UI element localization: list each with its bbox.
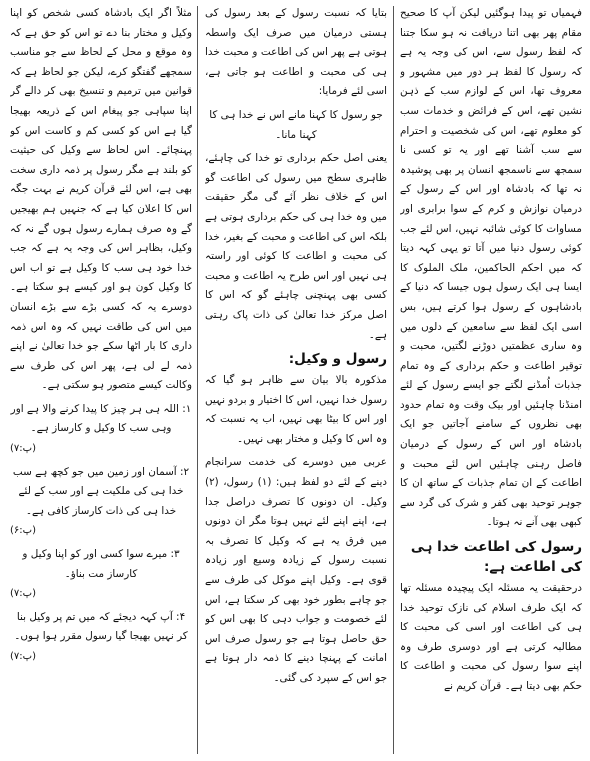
text-column-right	[400, 4, 582, 756]
quoted-verse	[10, 400, 192, 459]
paragraph-text: یعنی اصل حکم برداری تو خدا کی چاہئے، ظاہری سطح میں رسول کی اطاعت گو اس کے خلاف نظر آئے گی مگر حقیقت میں وہ خدا ہی کی حکم برداری ہوتی ہے بلکہ اس کی اطاعت و محبت کے بغیر، خدا کی محبت و اطاعت کا کوئی اور راستہ ہی نہیں اور اس طرح یہ اطاعت و محبت کسی بھی پہنچنی چاہئے گو کہ اس کا اصل مرکز خدا تعالیٰ کی ذات پاک رہتی ہے۔	[205, 152, 387, 341]
column-divider	[197, 6, 198, 754]
body-paragraph	[205, 149, 387, 345]
paragraph-text: رسول کی اطاعت خدا ہی کی اطاعت ہے:	[410, 539, 582, 576]
section-heading	[400, 537, 582, 577]
section-heading	[205, 349, 387, 369]
text-column-middle	[205, 4, 387, 756]
quoted-verse	[205, 106, 387, 145]
quoted-verse	[10, 463, 192, 541]
paragraph-text: عربی میں دوسرے کی خدمت سرانجام دینے کے لئے دو لفظ ہیں: (۱) رسول، (۲) وکیل۔ ان دونوں کا تصرف دراصل جدا ہے، اپنے اپنے لئے نہیں ہوتا مگر ان دونوں میں فرق یہ ہے کہ وکیل کا تصرف بہ نسبت رسول کے زیادہ وسیع اور زیادہ قوی ہے۔ وکیل اپنے موکل کی طرف سے جو چاہے بطور خود بھی کر سکتا ہے، اس لئے خصومت و جواب دہی کا بھی اس کو حق حاصل ہوتا ہے جو رسول صرف اس امانت کے پہنچا دینے کا ذمہ دار ہوتا ہے جو اس کے سپرد کی گئی۔	[205, 456, 387, 684]
paragraph-text: مثلاً اگر ایک بادشاہ کسی شخص کو اپنا وکیل و مختار بنا دے تو اس کو حق ہے کہ وہ موقع و محل کے لحاظ سے جو مناسب سمجھے گفتگو کرے، لیکن جو لحاظ ہے کہ قوانین میں ترمیم و تنسیخ بھی کر دالے گر اپنا سپاہی جو پیغام اس کے ذریعہ بھیجا گیا ہے اس کو کسی کم و کاست اس کو پہنچائے۔ اس لحاظ سے وکیل کی حیثیت کو بلند ہے مگر رسول پر ذمہ داری سخت بھی ہے، اس لئے قرآن کریم نے بہت جگہ اس کا اعلان کیا ہے کہ جنہیں ہم بھیجیں گے وہ صرف ہمارے رسول ہوں گے نہ کہ وکیل، بظاہر اس کی وجہ یہ ہے کہ جب خدا خود ہی سب کا وکیل ہے تو اب اس کا وکیل کون ہو اور کیسے ہو سکتا ہے۔ دوسرے یہ کہ کسی بڑے سے بڑے انسان میں اس کی طاقت نہیں کہ وہ اس ذمہ داری کا بار اٹھا سکے جو خدا تعالیٰ نے اپنے ذمہ لے لی ہے، پھر اس کی طرف سے وکالت کیسے متصور ہو سکتی ہے۔	[10, 7, 192, 392]
column-divider	[393, 6, 394, 754]
paragraph-text: ۱: اللہ ہی ہر چیز کا پیدا کرنے والا ہے اور وہی سب کا وکیل و کارساز ہے۔	[10, 402, 192, 435]
paragraph-text: درحقیقت یہ مسئلہ ایک پیچیدہ مسئلہ تھا کہ ایک طرف اسلام کی نازک توحید خدا ہی کی اطاعت اور اسی کی محبت کا مطالبہ کرتی ہے اور دوسری طرف وہ اپنے سوا رسول کی محبت و اطاعت کا حکم بھی دیتا ہے۔ قرآن کریم نے	[400, 582, 582, 692]
verse-reference: (پ:۷)	[10, 588, 36, 600]
verse-reference: (پ:۶)	[10, 525, 36, 537]
paragraph-text: ۴: آپ کہہ دیجئے کہ میں تم پر وکیل بنا کر نہیں بھیجا گیا رسول مقرر ہوا ہوں۔	[14, 610, 188, 643]
body-paragraph	[400, 579, 582, 697]
body-paragraph	[10, 4, 192, 396]
quoted-verse	[10, 608, 192, 667]
paragraph-text: رسول و وکیل:	[288, 351, 387, 368]
body-paragraph	[205, 371, 387, 449]
paragraph-text: بتایا کہ نسبت رسول کے بعد رسول کی ہستی درمیان میں صرف ایک واسطہ ہوتی ہے پھر اس کی اطاعت و محبت خدا ہی کی محبت و اطاعت ہو جاتی ہے، اسی لئے فرمایا:	[205, 7, 387, 98]
verse-reference: (پ:۷)	[10, 651, 36, 662]
paragraph-text: ۲: آسمان اور زمین میں جو کچھ ہے سب خدا ہی کی ملکیت ہے اور سب کے لئے خدا ہی کی ذات کارساز کافی ہے۔	[12, 465, 190, 517]
body-paragraph	[400, 4, 582, 533]
paragraph-text: مذکورہ بالا بیان سے ظاہر ہو گیا کہ رسول خدا نہیں، اس کا اختیار و بردو نہیں اور اس کا بیٹا بھی نہیں، اب یہ نسبت کہ وہ اس کا وکیل و مختار بھی نہیں۔	[205, 374, 387, 445]
verse-reference: (پ:۷)	[10, 443, 36, 455]
body-paragraph	[205, 4, 387, 102]
paragraph-text: ۳: میرے سوا کسی اور کو اپنا وکیل و کارساز مت بناؤ۔	[22, 548, 180, 580]
quoted-verse	[10, 545, 192, 604]
text-column-left	[10, 4, 192, 756]
paragraph-text: جو رسول کا کہنا مانے اس نے خدا ہی کا کہنا مانا۔	[209, 108, 383, 141]
body-paragraph	[205, 453, 387, 688]
paragraph-text: فہمیاں تو پیدا ہوگئیں لیکن آپ کا صحیح مقام پھر بھی اتنا دریافت نہ ہو سکا جتنا کہ لفظ رسول سے، اس کی وجہ یہ ہے کہ رسول کا لفظ ہر دور میں مشہور و معروف تھا، اس کے لوازم سب کے ذہن نشین تھے، اس کے فرائض و خدمات سب کو معلوم تھے، اس کی شخصیت و احترام سے سب آشنا تھے اور یہ تو کسی نا سمجھ سے ناسمجھ انسان پر بھی پوشیدہ نہ تھا کہ بادشاہ اور اس کے رسول کے درمیان نوازش و کرم کے سوا برابری اور مساوات کا کوئی شائبہ نہیں، اس لئے جب کوئی رسول دنیا میں آتا تو یہی کہہ دیتا کہ میں احکم الحاکمین، ملک الملوک کا ایسا ہی ایک رسول ہوں جیسا کہ دنیا کے بادشاہوں کے رسول ہوا کرتے ہیں، بس اسی ایک لفظ سے سامعین کے دلوں میں وہ ساری عظمتیں دوڑنے لگتیں، محبت و توقیر اطاعت و حکم برداری کے وہ تمام جذبات اُمڈنے لگتے جو ایسے رسول کے لئے امنڈنا چاہئیں اور بیک وقت وہ تمام حدود بھی نظروں کے سامنے آجاتیں جو ایک بادشاہ اور اس کے رسول کے درمیان فاصل رہنی چاہئیں اس لئے محبت و اطاعت کے ان تمام جذبات کے ساتھ ان کا جوہر توحید بھی کفر و شرک کی گرد سے کبھی بھی آنے نہ ہوتا۔	[400, 7, 582, 529]
